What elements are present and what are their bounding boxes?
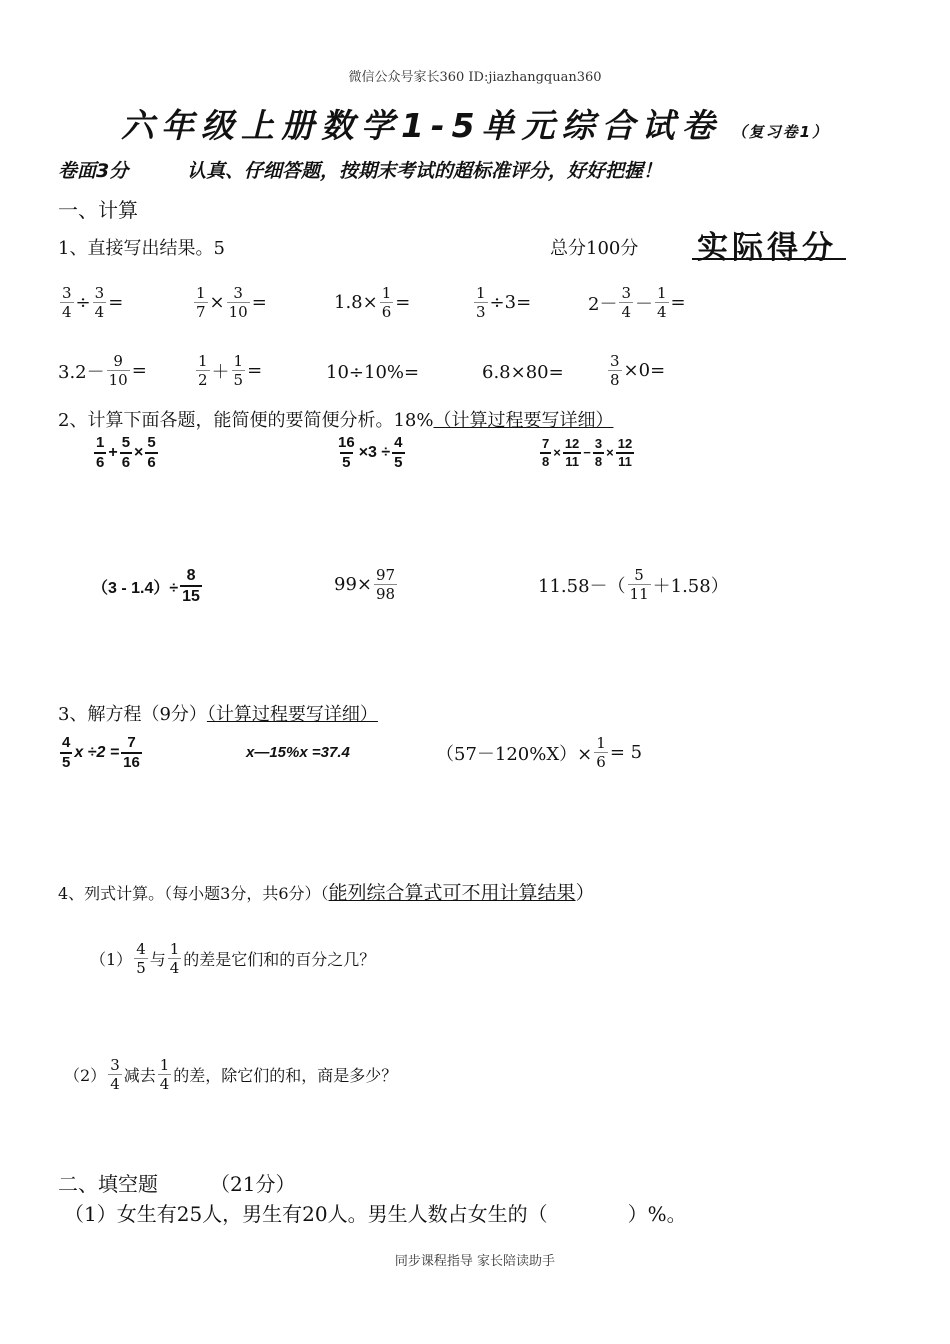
numerator: 3 <box>621 284 631 302</box>
q3-heading <box>58 700 378 726</box>
fill-q1-end: ）%。 <box>627 1202 687 1226</box>
fraction <box>121 734 142 772</box>
equals: = <box>131 360 147 381</box>
title-sub: （复习卷1） <box>731 123 830 141</box>
numerator: 9 <box>113 352 123 370</box>
numerator: 8 <box>186 567 196 584</box>
operator: ＋ <box>211 361 230 383</box>
item-mid: 与 <box>149 950 166 969</box>
fraction <box>168 940 182 977</box>
expr-suffix: ＋1.58） <box>652 575 729 597</box>
fraction <box>628 566 651 603</box>
calc-3 <box>538 436 636 469</box>
denominator: 4 <box>159 1075 170 1093</box>
fraction <box>94 434 106 472</box>
denominator: 6 <box>596 753 606 771</box>
expr-row2-2 <box>194 352 262 389</box>
numerator: 97 <box>376 566 396 584</box>
title-main: 六年级上册数学1-5单元综合试卷 <box>120 106 722 145</box>
fraction <box>655 284 669 321</box>
denominator: 6 <box>96 454 105 471</box>
operator: − <box>583 445 591 461</box>
fraction <box>563 436 581 469</box>
expr-middle: x ÷2 = <box>74 744 120 761</box>
q3-note: （计算过程要写详细） <box>206 704 378 725</box>
section1-heading: 一、计算 <box>58 198 138 222</box>
numerator: 1 <box>196 284 206 302</box>
denominator: 4 <box>62 303 72 321</box>
header-note: 微信公众号家长360 ID:jiazhangquan360 <box>348 70 602 85</box>
fraction <box>107 352 130 389</box>
numerator: 4 <box>62 734 71 751</box>
denominator: 4 <box>94 303 105 321</box>
paper-note-right: 认真、仔细答题，按期末考试的超标准评分，好好把握！ <box>187 160 663 182</box>
q4-item-2 <box>64 1056 397 1093</box>
numerator: 3 <box>610 352 620 370</box>
fraction <box>93 284 107 321</box>
denominator: 7 <box>196 303 206 321</box>
fraction <box>60 734 72 772</box>
item-text: 的差，除它们的和，商是多少？ <box>173 1066 398 1085</box>
actual-score-label: 实际得分 <box>697 230 837 266</box>
fraction <box>474 284 488 321</box>
fraction <box>227 284 250 321</box>
item-label: （2） <box>64 1066 107 1085</box>
fraction <box>608 352 622 389</box>
fraction <box>232 352 246 389</box>
denominator: 4 <box>169 959 180 977</box>
operator: － <box>635 293 653 315</box>
denominator: 6 <box>121 454 131 471</box>
numerator: 1 <box>198 352 208 370</box>
numerator: 3 <box>62 284 72 302</box>
calc-1 <box>92 434 160 472</box>
fraction <box>619 284 633 321</box>
score-line <box>692 258 846 260</box>
fraction <box>194 284 208 321</box>
fraction <box>60 284 74 321</box>
item-text: 的差是它们和的百分之几？ <box>183 950 376 969</box>
operator: ÷ <box>75 292 91 313</box>
numerator: 5 <box>121 434 131 451</box>
denominator: 16 <box>123 754 140 771</box>
numerator: 3 <box>94 284 105 302</box>
section2-score: （21分） <box>210 1172 296 1196</box>
q4-item-1 <box>90 940 375 977</box>
expr-row2-3: 10÷10%= <box>326 362 420 383</box>
denominator: 6 <box>381 303 392 321</box>
fraction <box>120 434 132 472</box>
denominator: 5 <box>233 371 244 389</box>
item-mid: 减去 <box>123 1066 156 1085</box>
footer-note: 同步课程指导 家长陪读助手 <box>394 1254 556 1269</box>
operator: × <box>134 444 144 461</box>
numerator: 4 <box>394 434 403 451</box>
numerator: 5 <box>634 566 644 584</box>
denominator: 4 <box>621 303 631 321</box>
denominator: 8 <box>610 371 620 389</box>
numerator: 3 <box>594 436 603 451</box>
section2-title: 二、填空题 <box>58 1172 158 1196</box>
equation-2: x—15%x =37.4 <box>246 744 350 761</box>
numerator: 1 <box>233 352 244 370</box>
denominator: 98 <box>376 585 396 603</box>
numerator: 1 <box>596 734 606 752</box>
denominator: 10 <box>228 303 248 321</box>
item-label: （1） <box>90 950 133 969</box>
q2-note: （计算过程要写详细） <box>433 410 614 431</box>
denominator: 15 <box>180 585 202 606</box>
expr-prefix: 1.8× <box>334 292 378 313</box>
expr-middle: ×3 ÷ <box>358 444 391 461</box>
fraction <box>594 734 608 771</box>
denominator: 4 <box>657 303 667 321</box>
q2-heading <box>58 406 613 432</box>
fraction <box>336 434 357 472</box>
numerator: 7 <box>542 436 550 451</box>
expr-row1-5 <box>588 284 686 321</box>
operator: × <box>606 445 614 461</box>
numerator: 7 <box>127 734 136 751</box>
denominator: 10 <box>108 371 128 389</box>
fraction <box>392 434 404 472</box>
expr-prefix: （3 - 1.4）÷ <box>92 579 179 597</box>
equals: = <box>251 292 267 313</box>
expr-rest: ÷3= <box>489 292 532 313</box>
expr-prefix: （57－120%X）× <box>436 743 593 765</box>
denominator: 5 <box>394 454 403 471</box>
equals: = <box>670 292 686 313</box>
denominator: 2 <box>198 371 208 389</box>
expr-prefix: 3.2－ <box>58 361 105 383</box>
fraction <box>593 436 604 469</box>
total-score: 总分100分 <box>550 238 639 259</box>
denominator: 3 <box>476 303 486 321</box>
denominator: 5 <box>62 754 71 771</box>
numerator: 1 <box>381 284 392 302</box>
page-title <box>0 100 950 147</box>
q4-main: 4、列式计算。（每小题3分，共6分）（ <box>58 884 329 903</box>
denominator: 5 <box>136 959 146 977</box>
fraction <box>540 436 551 469</box>
q1-heading: 1、直接写出结果。5 <box>58 238 225 259</box>
expr-row1-2 <box>192 284 267 321</box>
q2-main: 2、计算下面各题，能简便的要简便分析。18% <box>58 410 434 431</box>
numerator: 5 <box>147 434 156 451</box>
equals: = <box>247 360 263 381</box>
equals: = <box>108 292 124 313</box>
denominator: 4 <box>110 1075 120 1093</box>
expr-row1-1 <box>58 284 123 321</box>
operator: + <box>108 444 118 461</box>
fraction <box>134 940 148 977</box>
expr-suffix: = 5 <box>609 742 643 763</box>
expr-row1-3 <box>334 284 410 321</box>
denominator: 11 <box>629 585 649 603</box>
expr-prefix: 11.58－（ <box>538 575 626 597</box>
paper-note-left: 卷面3分 <box>58 160 129 182</box>
numerator: 16 <box>338 434 355 451</box>
fraction <box>616 436 634 469</box>
q4-heading <box>58 878 595 905</box>
numerator: 1 <box>169 940 180 958</box>
fraction <box>180 566 202 606</box>
fill-q1 <box>64 1198 687 1227</box>
numerator: 1 <box>657 284 667 302</box>
q4-close: ） <box>575 882 595 904</box>
denominator: 5 <box>342 454 351 471</box>
denominator: 6 <box>147 454 156 471</box>
calc-5 <box>334 566 399 603</box>
calc-6 <box>538 566 729 603</box>
q3-main: 3、解方程（9分） <box>58 704 207 725</box>
fraction <box>145 434 157 472</box>
section2-heading <box>58 1168 295 1197</box>
fraction <box>108 1056 122 1093</box>
numerator: 12 <box>617 436 633 451</box>
numerator: 1 <box>159 1056 170 1074</box>
fraction <box>158 1056 172 1093</box>
operator: × <box>553 445 561 461</box>
expr-row1-4 <box>472 284 531 321</box>
denominator: 8 <box>542 453 550 469</box>
fraction <box>196 352 210 389</box>
denominator: 8 <box>594 453 603 469</box>
equals: = <box>395 292 411 313</box>
fill-q1-text: （1）女生有25人，男生有20人。男生人数占女生的（ <box>64 1202 548 1226</box>
fraction <box>380 284 394 321</box>
q4-note: 能列综合算式可不用计算结果 <box>328 882 576 904</box>
expr-prefix: 99× <box>334 574 372 595</box>
calc-2 <box>334 434 407 472</box>
numerator: 12 <box>564 436 580 451</box>
calc-4 <box>92 566 204 606</box>
numerator: 1 <box>96 434 105 451</box>
fraction <box>374 566 397 603</box>
expr-row2-5 <box>606 352 665 389</box>
equation-1 <box>58 734 144 772</box>
numerator: 4 <box>136 940 146 958</box>
denominator: 11 <box>565 453 579 469</box>
denominator: 11 <box>618 453 632 469</box>
expr-prefix: 2－ <box>588 293 618 315</box>
numerator: 3 <box>233 284 243 302</box>
numerator: 3 <box>110 1056 120 1074</box>
operator: × <box>209 292 225 313</box>
expr-row2-4: 6.8×80= <box>482 362 564 383</box>
numerator: 1 <box>476 284 486 302</box>
equation-3 <box>436 734 642 771</box>
expr-rest: ×0= <box>623 360 666 381</box>
expr-row2-1 <box>58 352 147 389</box>
